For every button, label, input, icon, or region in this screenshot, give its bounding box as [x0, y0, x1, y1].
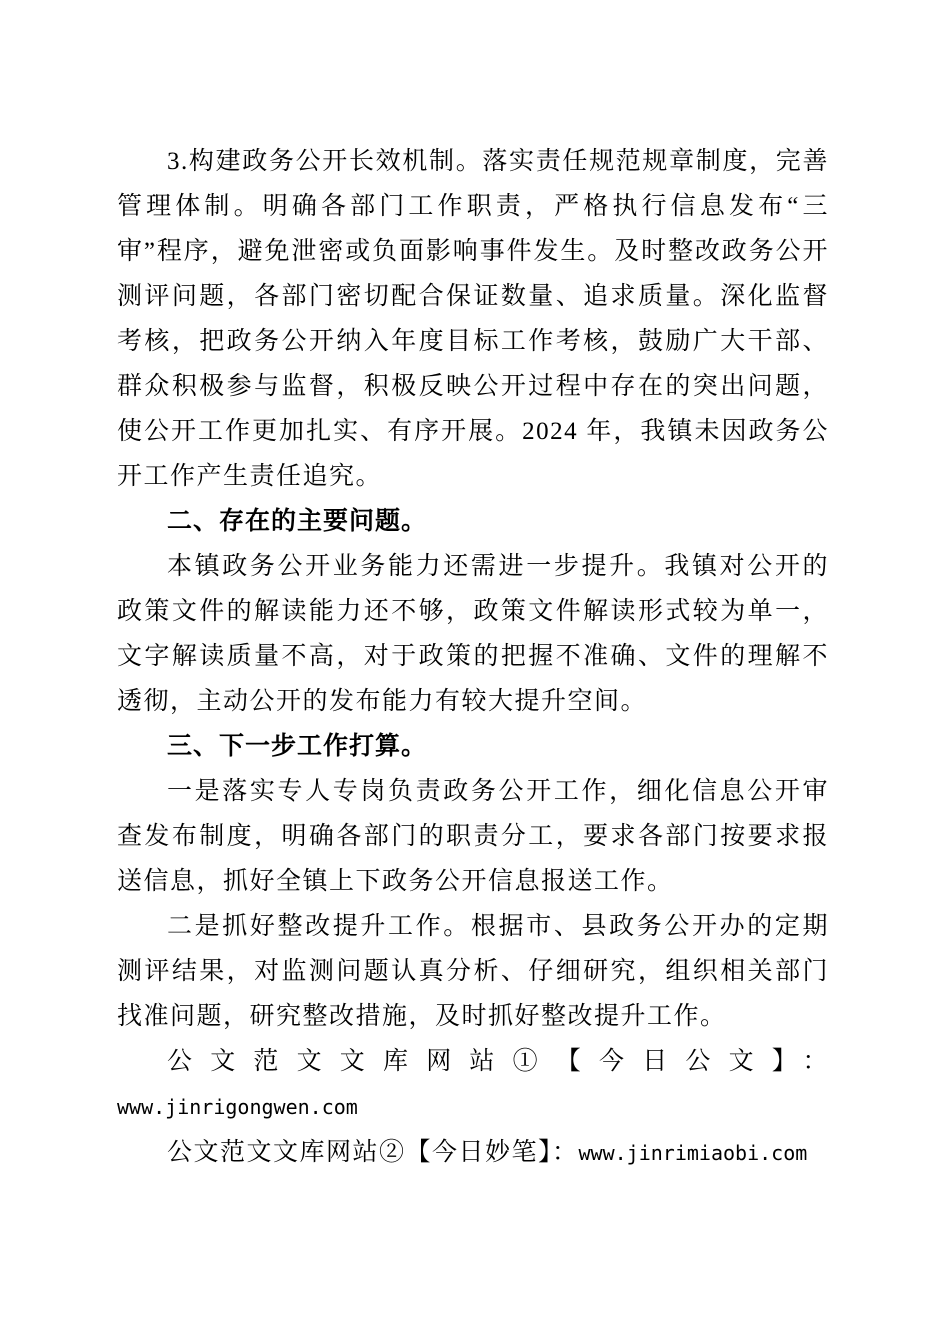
- document-content: [117, 139, 829, 1176]
- section-heading-main-problems: 二、存在的主要问题。: [167, 507, 428, 535]
- body-paragraph-next-step-two: 二是抓好整改提升工作。根据市、县政务公开办的定期测评结果，对监测问题认真分析、仔细研究，组织相关部门找准问题，研究整改措施，及时抓好整改提升工作。: [117, 913, 829, 1030]
- body-paragraph-long-term-mechanism: 3.构建政务公开长效机制。落实责任规范规章制度，完善管理体制。明确各部门工作职责，严格执行信息发布“三审”程序，避免泄密或负面影响事件发生。及时整改政务公开测评问题，各部门密切配合保证数量、追求质量。深化监督考核，把政务公开纳入年度目标工作考核，鼓励广大干部、群众积极参与监督，积极反映公开过程中存在的突出问题，使公开工作更加扎实、有序开展。2024 年，我镇未因政务公开工作产生责任追究。: [117, 148, 829, 490]
- footer-site-label-2: 公文范文文库网站②【今日妙笔】：: [167, 1139, 579, 1166]
- footer-site-line-1: [117, 1039, 829, 1130]
- body-paragraph-next-step-one: 一是落实专人专岗负责政务公开工作，细化信息公开审查发布制度，明确各部门的职责分工，要求各部门按要求报送信息，抓好全镇上下政务公开信息报送工作。: [117, 778, 829, 895]
- footer-site-url-2: www.jinrimiaobi.com: [578, 1141, 808, 1165]
- section-heading-next-steps: 三、下一步工作打算。: [167, 732, 428, 760]
- footer-site-line-2: [117, 1130, 829, 1176]
- body-paragraph-problems: 本镇政务公开业务能力还需进一步提升。我镇对公开的政策文件的解读能力还不够，政策文件解读形式较为单一，文字解读质量不高，对于政策的把握不准确、文件的理解不透彻，主动公开的发布能力有较大提升空间。: [117, 553, 829, 715]
- footer-site-url-1: www.jinrigongwen.com: [117, 1095, 358, 1119]
- footer-site-label-1: 公文范文文库网站①【今日公文】：: [167, 1048, 829, 1075]
